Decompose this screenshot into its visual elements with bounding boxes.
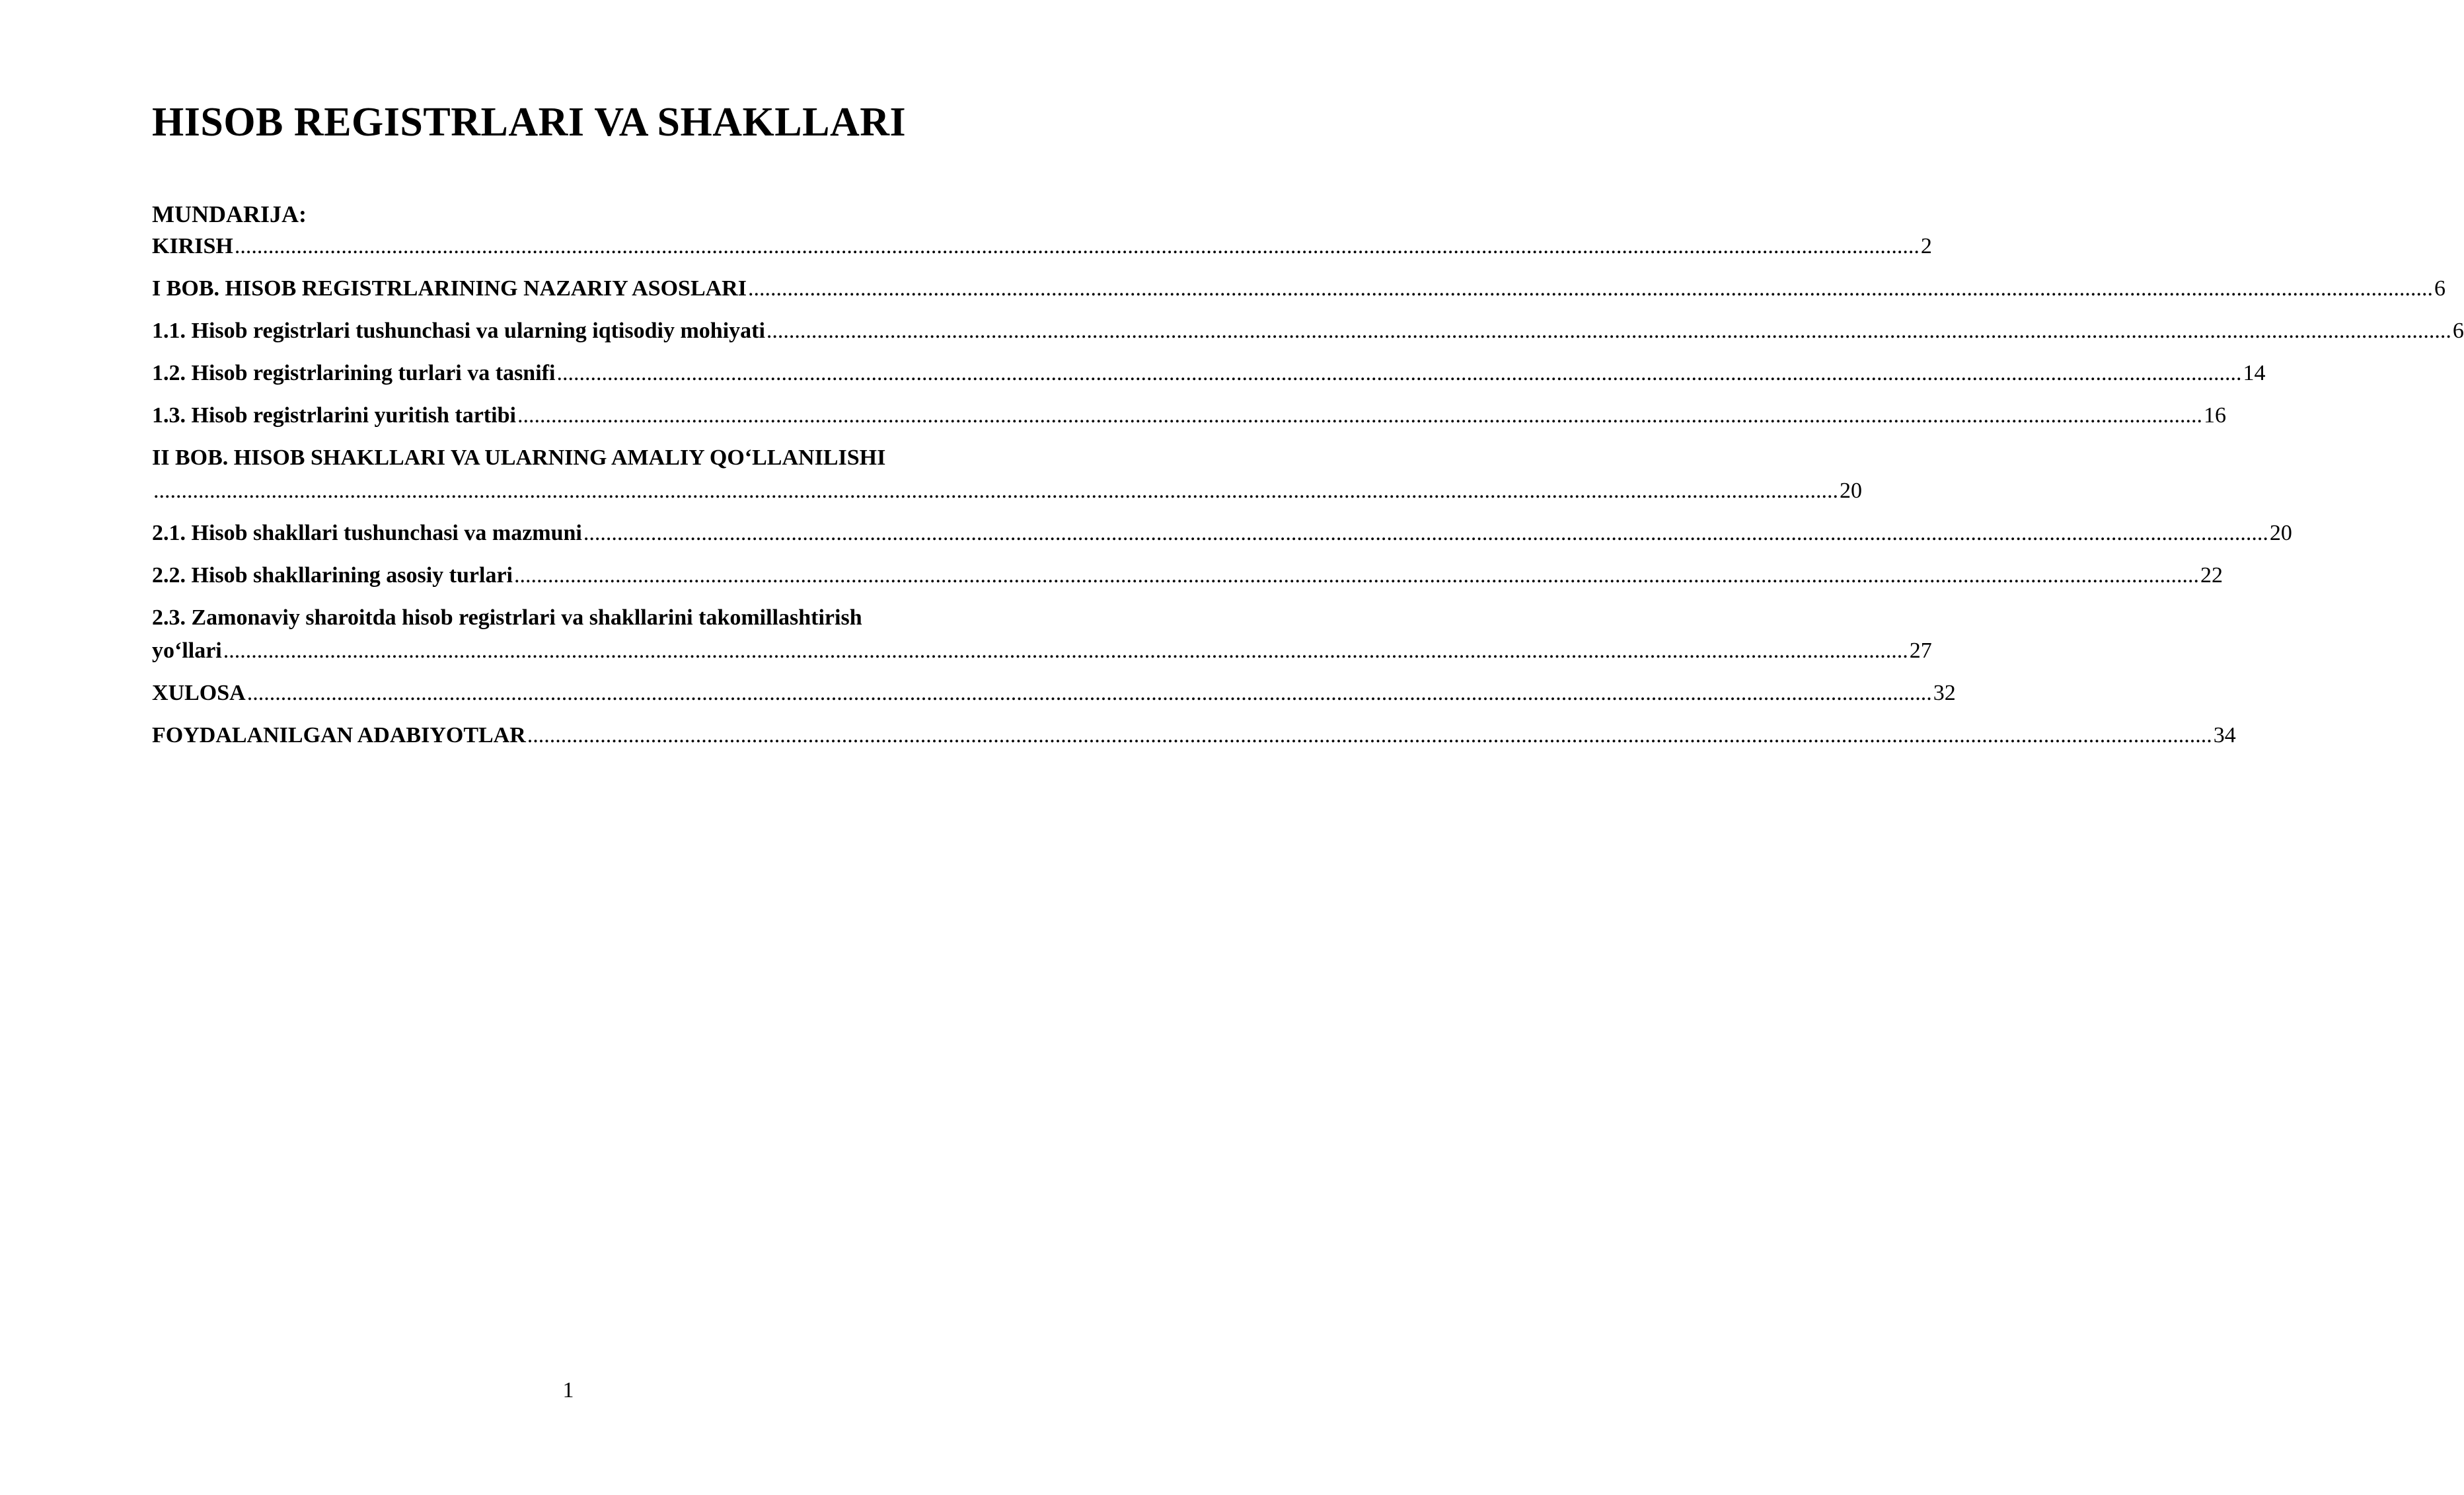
dot-leader: ............................................................................................................................................................................................................................................................................................................ <box>514 563 2199 588</box>
dot-leader: ............................................................................................................................................................................................................................................................................................................ <box>766 319 2451 343</box>
table-of-contents <box>152 198 2464 752</box>
toc-entry-label: 1.2. Hisob registrlarining turlari va tasnifi <box>152 361 556 385</box>
toc-entry-kirish[interactable] <box>152 230 1932 263</box>
toc-entry-page: 27 <box>1909 638 1932 663</box>
toc-entry-2-2[interactable] <box>152 559 2223 592</box>
toc-entry-page: 22 <box>2200 563 2223 588</box>
toc-entry-1-1[interactable] <box>152 315 2464 348</box>
toc-entry-page: 34 <box>2213 723 2236 748</box>
toc-entry-page: 2 <box>1920 234 1932 258</box>
toc-entry-adabiyotlar[interactable] <box>152 719 2236 752</box>
toc-entry-label-line2: yo‘llari <box>152 638 222 663</box>
toc-entry-label: 1.3. Hisob registrlarini yuritish tartibi <box>152 403 516 428</box>
toc-entry-page: 32 <box>1933 681 1956 705</box>
toc-entry-label: 2.1. Hisob shakllari tushunchasi va mazmuni <box>152 521 582 545</box>
toc-entry-page: 20 <box>1840 479 1862 503</box>
toc-entry-label-line1: 2.3. Zamonaviy sharoitda hisob registrlari va shakllarini takomillashtirish <box>152 605 862 630</box>
toc-entry-page: 6 <box>2434 276 2445 301</box>
dot-leader: ............................................................................................................................................................................................................................................................................................................ <box>747 276 2433 301</box>
toc-entry-label: 1.1. Hisob registrlari tushunchasi va ularning iqtisodiy mohiyati <box>152 319 765 343</box>
toc-entry-2-3[interactable] <box>152 601 1932 668</box>
dot-leader: ............................................................................................................................................................................................................................................................................................................ <box>583 521 2268 545</box>
dot-leader: ............................................................................................................................................................................................................................................................................................................ <box>517 403 2202 428</box>
toc-entry-page: 6 <box>2452 319 2464 343</box>
toc-entry-label: II BOB. HISOB SHAKLLARI VA ULARNING AMALIY QO‘LLANILISHI <box>152 445 886 470</box>
toc-entry-label: FOYDALANILGAN ADABIYOTLAR <box>152 723 526 748</box>
toc-entry-page: 16 <box>2203 403 2226 428</box>
dot-leader: ............................................................................................................................................................................................................................................................................................................ <box>234 234 1920 258</box>
toc-entry-xulosa[interactable] <box>152 677 1956 710</box>
dot-leader: ............................................................................................................................................................................................................................................................................................................ <box>223 638 1908 663</box>
toc-entry-2-1[interactable] <box>152 517 2292 550</box>
toc-heading: MUNDARIJA: <box>152 201 307 227</box>
dot-leader: ............................................................................................................................................................................................................................................................................................................ <box>556 361 2242 385</box>
toc-entry-label: I BOB. HISOB REGISTRLARINING NAZARIY ASOSLARI <box>152 276 747 301</box>
toc-entry-label: XULOSA <box>152 681 246 705</box>
toc-entry-1-2[interactable] <box>152 357 2266 390</box>
page-number: 1 <box>562 1378 574 1402</box>
toc-entry-page: 20 <box>2269 521 2292 545</box>
document-title: HISOB REGISTRLARI VA SHAKLLARI <box>152 100 907 145</box>
toc-entry-label: KIRISH <box>152 234 233 258</box>
dot-leader: ............................................................................................................................................................................................................................................................................................................ <box>527 723 2212 748</box>
toc-entry-1-3[interactable] <box>152 399 2226 432</box>
toc-entry-page: 14 <box>2243 361 2266 385</box>
toc-entry-chapter-2[interactable] <box>152 441 1862 508</box>
dot-leader: ............................................................................................................................................................................................................................................................................................................ <box>153 479 1838 503</box>
toc-entry-label: 2.2. Hisob shakllarining asosiy turlari <box>152 563 513 588</box>
toc-entry-chapter-1[interactable] <box>152 272 2445 305</box>
dot-leader: ............................................................................................................................................................................................................................................................................................................ <box>246 681 1932 705</box>
